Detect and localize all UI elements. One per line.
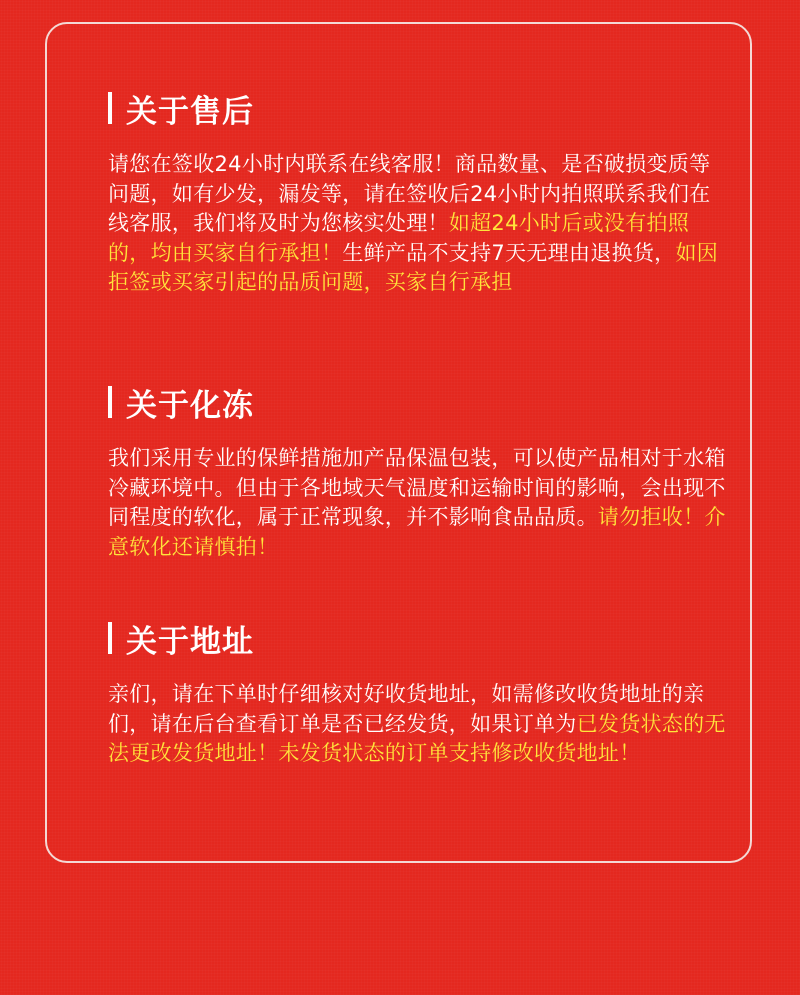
highlight-text: 如因拒签或买家引起的品质问题，买家自行承担 [108, 240, 719, 294]
highlight-text: 请勿拒收！介意软化还请慎拍！ [108, 505, 726, 559]
highlight-text: 如超24小时后或没有拍照的，均由买家自行承担！ [108, 211, 690, 265]
paragraph-text: 我们采用专业的保鲜措施加产品保温包装，可以使产品相对于水箱冷藏环境中。但由于各地域天气温度和运输时间的影响，会出现不同程度的软化，属于正常现象，并不影响食品品质。 [108, 446, 726, 529]
heading-bar [108, 622, 112, 654]
highlight-text: 已发货状态的无法更改发货地址！未发货状态的订单支持修改收货地址！ [108, 711, 726, 765]
section-title: 关于售后 [126, 93, 254, 130]
heading-bar [108, 386, 112, 418]
section-heading [108, 382, 728, 422]
section-paragraph [108, 150, 728, 298]
section-thawing [108, 382, 728, 562]
section-address [108, 618, 728, 769]
heading-bar [108, 92, 112, 124]
paragraph-text: 生鲜产品不支持7天无理由退换货， [342, 240, 676, 265]
section-title: 关于化冻 [126, 387, 254, 424]
section-after-sales [108, 88, 728, 298]
section-heading [108, 88, 728, 128]
section-title: 关于地址 [126, 623, 254, 660]
section-heading [108, 618, 728, 658]
section-paragraph [108, 680, 728, 769]
paragraph-text: 请您在签收24小时内联系在线客服！商品数量、是否破损变质等问题，如有少发，漏发等，请在签收后24小时内拍照联系我们在线客服，我们将及时为您核实处理！ [108, 152, 711, 235]
paragraph-text: 亲们，请在下单时仔细核对好收货地址，如需修改收货地址的亲们，请在后台查看订单是否已经发货，如果订单为 [108, 682, 705, 736]
section-paragraph [108, 444, 728, 562]
